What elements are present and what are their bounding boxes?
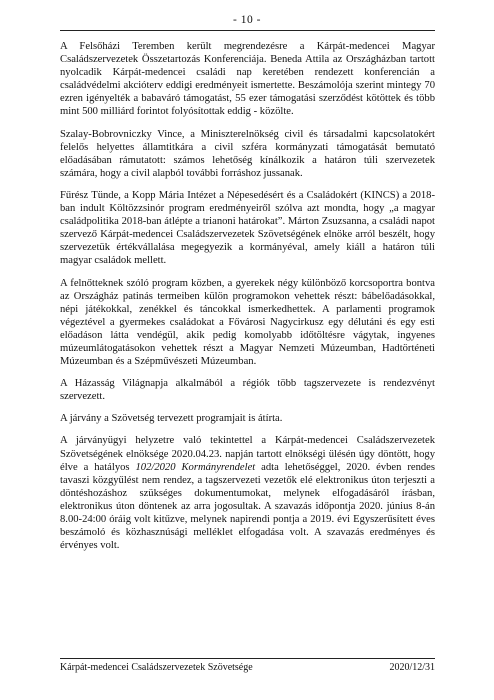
text-run: A Felsőházi Teremben került megrendezésre a Kárpát-medencei Magyar Családszervezetek Összetartozás Konferenciája. Beneda Attila az Országházban tartott nyolcadik Kárpát-medencei családi nap keretében rendezett konferencián a családvédelmi akcióterv eddigi eredményeit ismertette. Beszámolója szerint mintegy 70 ezren igényelték a babaváró támogatást, 55 ezer támogatási szerződést kötöttek és több mint 500 milliárd forintot folyósítottak eddig - közölte. [60,41,435,118]
text-run: A járvány a Szövetség tervezett programjait is átírta. [60,413,283,425]
header-divider [60,30,435,31]
decree-reference: 102/2020 Kormányrendelet [135,461,256,473]
text-run: Szalay-Bobrovniczky Vince, a Miniszterelnökség civil és társadalmi kapcsolatokért felelős helyettes államtitkára a civil szféra kormányzati támogatását bemutató előadásában rámutatott: számos lehetőség kínálkozik a határon túli szervezetek számára, hogy a civil alapból további forráshoz jussanak. [60,128,435,179]
text-run: A felnőtteknek szóló program közben, a gyerekek négy különböző korcsoportra bontva az Országház patinás termeiben külön programokon vehettek részt: bábelőadásokkal, népi játékokkal, zenékkel és táncokkal ismerkedhettek. A parlamenti programok végeztével a gyermekes családokat a Fővárosi Nagycirkusz egy délutáni és egy esti előadáson látta vendégül, akik pedig komolyabb időtöltésre vágytak, ingyenes múzeumlátogatásokon vehettek részt a Magyar Nemzeti Múzeumban, Hadtörténeti Múzeumban és a Szépművészeti Múzeumban. [60,277,435,368]
paragraph-pandemic [60,412,435,425]
text-run: A Házasság Világnapja alkalmából a régiók több tagszervezete is rendezvényt szervezett. [60,378,435,403]
paragraph-kincs [60,189,435,268]
footer-divider [60,658,435,659]
body-text [60,40,435,561]
paragraph-conference [60,40,435,119]
footer-date: 2020/12/31 [389,662,435,673]
page-footer [60,662,435,673]
text-run: A járványügyi helyzetre való tekintettel a Kárpát-medencei Családszervezetek Szövetségének elnöksége 2020.04.23. napján tartott elnökségi ülésén úgy döntött, hogy élve a hatályos [60,435,435,473]
paragraph-marriage-day [60,377,435,403]
paragraph-children-program [60,277,435,369]
text-run: Fűrész Tünde, a Kopp Mária Intézet a Népesedésért és a Családokért (KINCS) a 2018-ban indult Költözzsinór program eredményeiről szólva azt mondta, hogy „a magyar családpolitika 2018-ban átlépte a trianoni határokat”. Márton Zsuzsanna, a családi napot szervező Kárpát-medencei Családszervezetek Szövetségének elnöke arról beszélt, hogy szervezetük értékvállalása megegyezik a kormányéval, amely kiáll a határon túli magyar családok mellett. [60,189,435,267]
page-number: - 10 - [233,14,261,26]
paragraph-general-assembly [60,434,435,552]
footer-organization: Kárpát-medencei Családszervezetek Szövetsége [60,662,253,673]
text-run: adta lehetőséggel, 2020. évben rendes tavaszi közgyűlést nem rendez, a tagszervezeti vezetők elé elektronikus úton terjeszti a döntéshozáshoz szükséges dokumentumokat, melynek elfogadásáról írásban, elektronikus úton döntenek az arra jogosultak. A szavazás időpontja 2020. június 8-án 8.00-24:00 óráig volt kitűzve, melynek napirendi pontja a 2019. évi Egyszerűsített éves beszámoló és közhasznúsági melléklet elfogadása volt. A szavazás eredményes és érvényes volt. [60,461,435,552]
paragraph-civil-support [60,128,435,180]
